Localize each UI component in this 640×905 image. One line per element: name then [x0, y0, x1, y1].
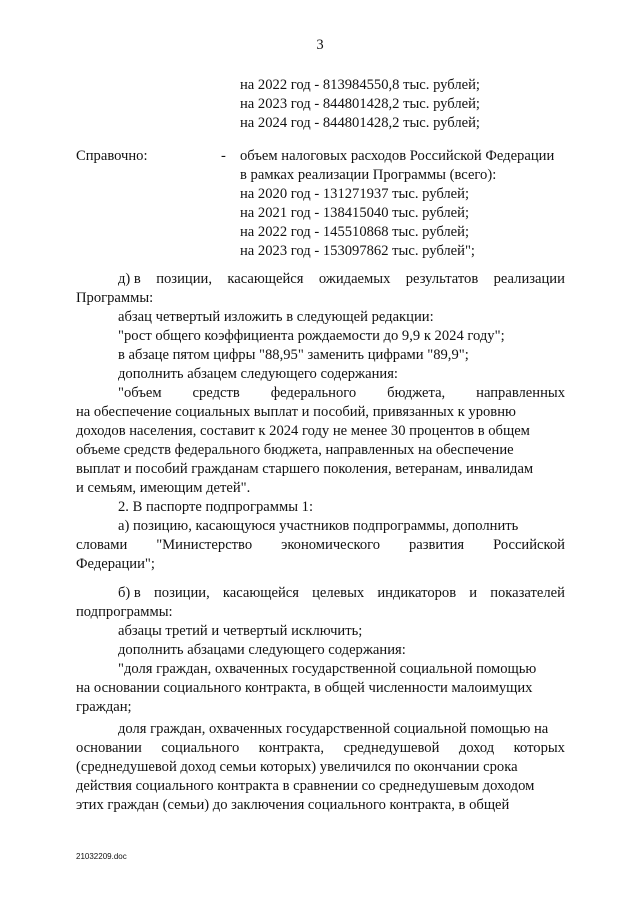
word: и — [469, 585, 478, 601]
paragraph-line — [76, 739, 565, 759]
word: среднедушевой — [343, 740, 440, 756]
paragraph: в абзаце пятом цифры "88,95" заменить цифрами "89,9"; — [118, 347, 469, 363]
word: "объем — [118, 385, 162, 401]
word: показателей — [490, 585, 565, 601]
word: касающейся — [222, 585, 299, 601]
word: которых — [513, 740, 565, 756]
funding-2023-line: на 2023 год - 844801428,2 тыс. рублей; — [240, 96, 480, 112]
paragraph: "рост общего коэффициента рождаемости до 9,9 к 2024 году"; — [118, 328, 505, 344]
reference-line: в рамках реализации Программы (всего): — [240, 167, 497, 183]
word: основании — [76, 740, 142, 756]
word: развития — [409, 537, 465, 553]
paragraph-b-line: подпрограммы: — [76, 604, 173, 620]
reference-line: на 2022 год - 145510868 тыс. рублей; — [240, 224, 470, 240]
word: контракта, — [258, 740, 325, 756]
paragraph-line: действия социального контракта в сравнении со среднедушевым доходом — [76, 778, 535, 794]
word: индикаторов — [377, 585, 457, 601]
reference-dash: - — [221, 148, 226, 164]
word: позиции, — [153, 585, 210, 601]
word: "Министерство — [156, 537, 253, 553]
paragraph-a-line — [76, 536, 565, 556]
reference-label: Справочно: — [76, 148, 148, 164]
word: касающейся — [227, 271, 304, 287]
paragraph: абзац четвертый изложить в следующей редакции: — [118, 309, 434, 325]
quote-line: граждан; — [76, 699, 132, 715]
reference-line: объем налоговых расходов Российской Федерации — [240, 148, 555, 164]
section-heading: 2. В паспорте подпрограммы 1: — [118, 499, 314, 515]
quote-line — [118, 384, 565, 404]
word: социального — [161, 740, 240, 756]
word: федерального — [270, 385, 357, 401]
word: бюджета, — [387, 385, 446, 401]
quote-line: "доля граждан, охваченных государственной социальной помощью — [118, 661, 537, 677]
paragraph: дополнить абзацами следующего содержания: — [118, 642, 406, 658]
word: средств — [192, 385, 240, 401]
quote-line: и семьям, имеющим детей". — [76, 480, 251, 496]
word: направленных — [476, 385, 565, 401]
quote-line: объеме средств федерального бюджета, направленных на обеспечение — [76, 442, 514, 458]
word: б) в — [118, 585, 141, 601]
paragraph-line: (среднедушевой доход семьи которых) увеличился по окончании срока — [76, 759, 518, 775]
paragraph-d-line — [118, 270, 565, 290]
page-number: 3 — [316, 37, 324, 53]
paragraph-a-line: Федерации"; — [76, 556, 155, 572]
word: реализации — [493, 271, 565, 287]
word: словами — [76, 537, 128, 553]
file-name-footer: 21032209.doc — [76, 852, 127, 861]
word: результатов — [405, 271, 479, 287]
paragraph-b-line — [118, 584, 565, 604]
reference-line: на 2021 год - 138415040 тыс. рублей; — [240, 205, 470, 221]
word: Российской — [493, 537, 565, 553]
quote-line: доходов населения, составит к 2024 году не менее 30 процентов в общем — [76, 423, 530, 439]
funding-2022-line: на 2022 год - 813984550,8 тыс. рублей; — [240, 77, 480, 93]
paragraph-line: этих граждан (семьи) до заключения социального контракта, в общей — [76, 797, 510, 813]
word: экономического — [281, 537, 381, 553]
word: целевых — [312, 585, 365, 601]
word: д) в — [118, 271, 141, 287]
paragraph: дополнить абзацем следующего содержания: — [118, 366, 398, 382]
paragraph-d-cont: Программы: — [76, 290, 154, 306]
reference-line: на 2020 год - 131271937 тыс. рублей; — [240, 186, 470, 202]
word: доход — [458, 740, 495, 756]
paragraph: абзацы третий и четвертый исключить; — [118, 623, 363, 639]
funding-2024-line: на 2024 год - 844801428,2 тыс. рублей; — [240, 115, 480, 131]
quote-line: на обеспечение социальных выплат и пособий, привязанных к уровню — [76, 404, 516, 420]
quote-line: выплат и пособий гражданам старшего поколения, ветеранам, инвалидам — [76, 461, 534, 477]
reference-line: на 2023 год - 153097862 тыс. рублей"; — [240, 243, 475, 259]
paragraph-line: доля граждан, охваченных государственной социальной помощью на — [118, 721, 549, 737]
word: ожидаемых — [318, 271, 391, 287]
word: позиции, — [156, 271, 212, 287]
paragraph-a-line: а) позицию, касающуюся участников подпрограммы, дополнить — [118, 518, 519, 534]
quote-line: на основании социального контракта, в общей численности малоимущих — [76, 680, 533, 696]
